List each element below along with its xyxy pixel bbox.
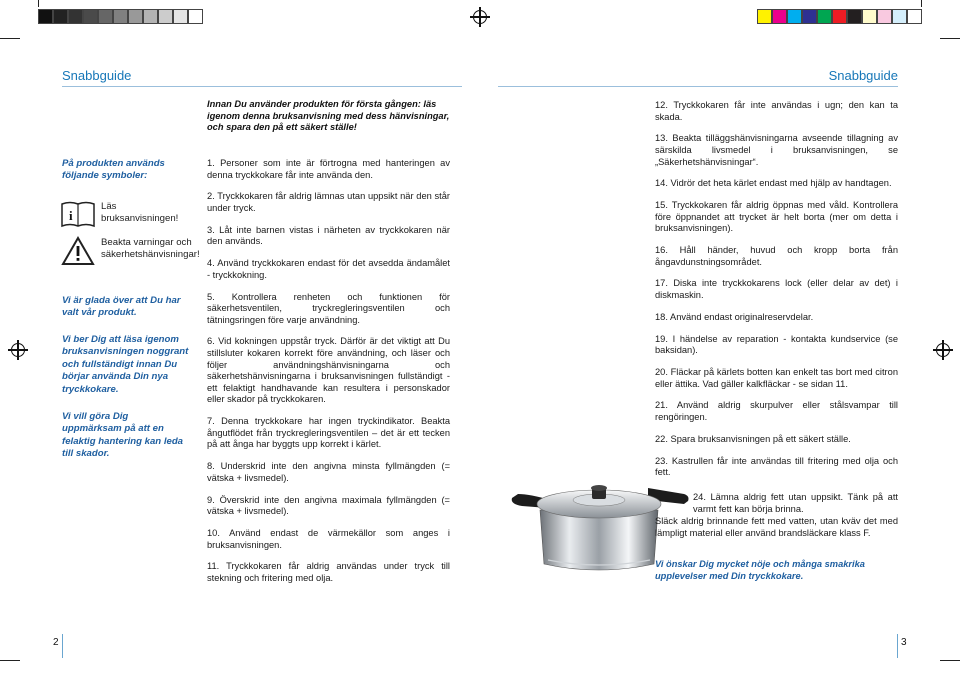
calibration-swatch [757, 9, 772, 24]
list-item: 2. Tryckkokaren får aldrig lämnas utan uppsikt när den står under tryck. [207, 191, 450, 213]
sidebar-paragraph: Vi ber Dig att läsa igenom bruksanvisningen noggrant och fullständigt innan Du börjar använda Din nya tryckkokare. [62, 334, 189, 395]
list-item: 24. Lämna aldrig fett utan uppsikt. Tänk på att varmt fett kan börja brinna. [693, 492, 898, 514]
list-item: 5. Kontrollera renheten och funktionen för säkerhetsventilen, tryckregleringsventilen och tätningsringen före varje användning. [207, 291, 450, 325]
list-item: 16. Håll händer, huvud och kropp borta från ångavdunstningsområdet. [655, 245, 898, 267]
list-item: 12. Tryckkokaren får inte användas i ugn; den kan ta skada. [655, 100, 898, 122]
closing-message: Vi önskar Dig mycket nöje och många smakrika upplevelser med Din tryckkokare. [655, 559, 865, 581]
list-item: 8. Underskrid inte den angivna minsta fyllmängden (= vätska + livsmedel). [207, 461, 450, 483]
list-item-continuation: Släck aldrig brinnande fett med vatten, utan kväv det med lämpligt material eller använd brandsläckare klass F. [655, 516, 898, 538]
sidebar-paragraph: Vi vill göra Dig uppmärksam på att en felaktig hantering kan leda till skador. [62, 411, 184, 460]
crop-mark [940, 660, 960, 661]
list-item: 22. Spara bruksanvisningen på ett säkert ställe. [655, 433, 851, 444]
calibration-swatch [832, 9, 847, 24]
calibration-swatch [862, 9, 877, 24]
calibration-swatch [907, 9, 922, 24]
list-item: 17. Diska inte tryckkokarens lock (eller delar av det) i diskmaskin. [655, 278, 898, 301]
calibration-swatch [188, 9, 203, 24]
svg-text:i: i [69, 208, 73, 223]
page-number-right: 3 [901, 637, 907, 648]
list-item: 14. Vidrör det heta kärlet endast med hjälp av handtagen. [655, 178, 892, 189]
list-item: 10. Använd endast de värmekällor som anges i bruksanvisningen. [207, 527, 450, 550]
list-item: 7. Denna tryckkokare har ingen tryckindikator. Beakta ångutflödet från tryckregleringsventilen – det är ett tecken på att ånga har byggts upp korrekt i kärlet. [207, 416, 450, 450]
calibration-swatch [772, 9, 787, 24]
header-rule-left [62, 86, 462, 87]
warning-label: Beakta varningar och säkerhetshänvisningar! [101, 237, 200, 261]
list-item: 11. Tryckkokaren får aldrig användas under tryck till stekning och fritering med olja. [207, 561, 450, 583]
list-item: 1. Personer som inte är förtrogna med hanteringen av denna tryckkokare får inte använda den. [207, 158, 450, 180]
footer-rule-left [62, 634, 63, 658]
calibration-swatch [892, 9, 907, 24]
calibration-swatch [98, 9, 113, 24]
calibration-swatch [817, 9, 832, 24]
list-item: 15. Tryckkokaren får aldrig öppnas med våld. Kontrollera före öppnandet att trycket är helt borta (mer om detta i bruksanvisningen). [655, 200, 898, 234]
page-title-right: Snabbguide [828, 68, 898, 83]
color-calibration-strip [757, 9, 922, 24]
calibration-swatch [847, 9, 862, 24]
grayscale-calibration-strip [38, 9, 203, 24]
list-item: 21. Använd aldrig skurpulver eller stålsvampar till rengöringen. [655, 400, 898, 422]
list-item: 18. Använd endast originalreservdelar. [655, 311, 814, 322]
registration-mark-top [473, 10, 487, 24]
list-item: 19. I händelse av reparation - kontakta kundservice (se baksidan). [655, 333, 898, 356]
crop-mark [921, 0, 922, 7]
calibration-swatch [68, 9, 83, 24]
list-item: 9. Överskrid inte den angivna maximala fyllmängden (= vätska + livsmedel). [207, 494, 450, 517]
crop-mark [38, 0, 39, 7]
safety-list-right [655, 100, 898, 479]
crop-mark [940, 38, 960, 39]
calibration-swatch [128, 9, 143, 24]
calibration-swatch [83, 9, 98, 24]
symbols-heading: På produkten används följande symboler: [62, 158, 165, 182]
list-item: 13. Beakta tilläggshänvisningarna avseende tillagning av särskilda livsmedel i bruksanvisningen, se „Säkerhetshänvisningar“. [655, 133, 898, 167]
safety-list-left [207, 158, 450, 595]
info-label: Läs bruksanvisningen! [101, 201, 179, 225]
crop-mark [0, 660, 20, 661]
info-book-icon [60, 200, 96, 228]
calibration-swatch [787, 9, 802, 24]
page-title-left: Snabbguide [62, 68, 132, 83]
list-item: 20. Fläckar på kärlets botten kan enkelt tas bort med citron eller ättika. Vad gäller kalkfläckar - se sidan 11. [655, 367, 898, 389]
calibration-swatch [113, 9, 128, 24]
footer-rule-right [897, 634, 898, 658]
list-item: 23. Kastrullen får inte användas till fritering med olja och fett. [655, 455, 898, 478]
crop-mark [0, 38, 20, 39]
calibration-swatch [38, 9, 53, 24]
list-item: 4. Använd tryckkokaren endast för det avsedda ändamålet - tryckkokning. [207, 258, 450, 280]
calibration-swatch [53, 9, 68, 24]
intro-paragraph: Innan Du använder produkten för första gången: läs igenom denna bruksanvisning med dess hänvisningar, och spara den på ett säkert ställe! [207, 99, 450, 133]
calibration-swatch [143, 9, 158, 24]
list-item: 3. Låt inte barnen vistas i närheten av tryckkokaren när den används. [207, 224, 450, 247]
sidebar-paragraph: Vi är glada över att Du har valt vår produkt. [62, 295, 181, 319]
calibration-swatch [173, 9, 188, 24]
registration-mark-right [936, 343, 950, 357]
header-rule-right [498, 86, 898, 87]
calibration-swatch [877, 9, 892, 24]
page-number-left: 2 [53, 637, 59, 648]
calibration-swatch [158, 9, 173, 24]
registration-mark-left [11, 343, 25, 357]
list-item: 6. Vid kokningen uppstår tryck. Därför är det viktigt att Du stillsluter kokaren korrekt före användning, och läser och följer användningshänvisningarna och säkerhetshänvisningarna i bruksanvisningen fullständigt - ett felaktigt handhavande kan resultera i personskador eller skador på tryckkokaren. [207, 336, 450, 405]
warning-triangle-icon [61, 236, 95, 266]
calibration-swatch [802, 9, 817, 24]
